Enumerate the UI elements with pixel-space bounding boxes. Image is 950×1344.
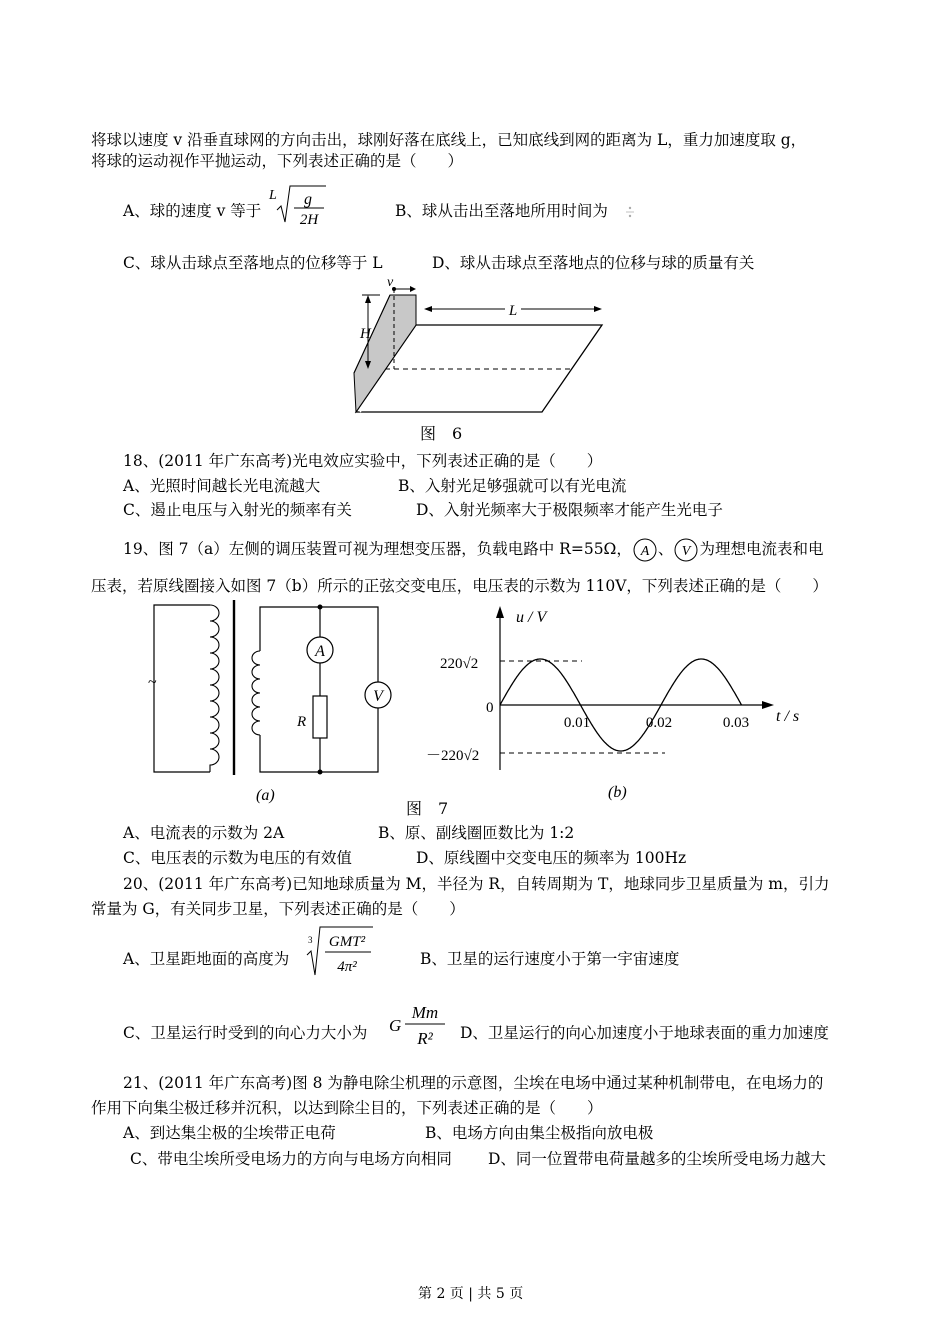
svg-text:A: A — [640, 544, 650, 559]
q19-stem-line2: 压表，若原线圈接入如图 7（b）所示的正弦交变电压，电压表的示数为 110V，下列表述正确的是（ ） — [91, 577, 828, 595]
q21-option-c: C、带电尘埃所受电场力的方向与电场方向相同 — [130, 1150, 452, 1168]
q17-option-a — [123, 201, 261, 221]
figure-7b-voltage-graph — [420, 600, 820, 780]
ammeter-icon — [632, 538, 658, 562]
ac-source-icon: ~ — [148, 674, 157, 691]
figure-6-caption: 图 6 — [420, 424, 463, 443]
q20-option-c: C、卫星运行时受到的向心力大小为 — [123, 1024, 368, 1042]
figure-7b-caption: (b) — [608, 784, 627, 801]
q17-formula-num: g — [304, 191, 312, 208]
voltmeter-icon — [673, 538, 699, 562]
q18-option-d: D、入射光频率大于极限频率才能产生光电子 — [416, 501, 723, 519]
q17-option-c: C、球从击球点至落地点的位移等于 L — [123, 254, 383, 272]
q17-stem-line1: 将球以速度 v 沿垂直球网的方向击出，球刚好落在底线上，已知底线到网的距离为 L，重力加速度取 g， — [91, 131, 807, 149]
q21-option-b: B、电场方向由集尘极指向放电极 — [425, 1124, 654, 1142]
q20-formula-index: 3 — [308, 935, 313, 945]
q20-stem-line1: 20、(2011 年广东高考)已知地球质量为 M，半径为 R，自转周期为 T，地球同步卫星质量为 m，引力 — [123, 875, 830, 893]
q17-option-b-formula — [624, 204, 636, 220]
q19-stem-sep: 、 — [657, 540, 674, 558]
figure-7-caption: 图 7 — [406, 799, 449, 818]
x-tick-0.03: 0.03 — [722, 715, 750, 731]
figure-7a-transformer-circuit — [140, 595, 400, 785]
svg-text:V: V — [682, 544, 691, 559]
page-footer: 第 2 页 | 共 5 页 — [418, 1286, 524, 1302]
q17-formula-den: 2H — [299, 212, 319, 228]
q20-formula-num: GMT² — [328, 934, 366, 950]
q20-option-a: A、卫星距地面的高度为 — [123, 950, 290, 968]
x-axis-label: t / s — [776, 708, 800, 725]
y-tick-zero: 0 — [486, 700, 494, 716]
q18-stem: 18、(2011 年广东高考)光电效应实验中，下列表述正确的是（ ） — [123, 452, 603, 470]
q20-formula-c-num: Mm — [411, 1003, 439, 1022]
q19-option-a: A、电流表的示数为 2A — [123, 824, 285, 842]
q17-stem-line2: 将球的运动视作平抛运动，下列表述正确的是（ ） — [91, 152, 464, 170]
q19-option-d: D、原线圈中交变电压的频率为 100Hz — [416, 849, 687, 867]
q20-option-b: B、卫星的运行速度小于第一宇宙速度 — [420, 950, 680, 968]
q19-stem-part1: 19、图 7（a）左侧的调压装置可视为理想变压器，负载电路中 R=55Ω， — [123, 540, 632, 558]
label-H: H — [360, 326, 371, 342]
voltmeter-label: V — [373, 688, 383, 705]
secondary-coil — [252, 651, 260, 735]
q17-formula-coef: L — [269, 188, 277, 203]
q20-option-c-formula — [387, 1000, 449, 1052]
q17-option-d: D、球从击球点至落地点的位移与球的质量有关 — [432, 254, 755, 272]
q21-stem-line2: 作用下向集尘极迁移并沉积，以达到除尘目的，下列表述正确的是（ ） — [91, 1099, 603, 1117]
y-tick-bottom: －220√2 — [426, 748, 480, 764]
q17-option-a-label: A、球的速度 v 等于 — [123, 202, 262, 220]
q18-option-b: B、入射光足够强就可以有光电流 — [398, 477, 627, 495]
q18-option-a: A、光照时间越长光电流越大 — [123, 477, 321, 495]
q19-stem-line1 — [123, 538, 823, 562]
primary-coil — [210, 605, 219, 772]
figure-6-tennis-court — [340, 275, 610, 445]
label-v: v — [387, 275, 394, 290]
q21-option-a: A、到达集尘极的尘埃带正电荷 — [123, 1124, 336, 1142]
q19-stem-part2: 为理想电流表和电 — [699, 540, 824, 558]
y-axis-label: u / V — [516, 609, 547, 626]
q21-option-d: D、同一位置带电荷量越多的尘埃所受电场力越大 — [488, 1150, 826, 1168]
label-L: L — [508, 303, 518, 319]
q17-option-a-formula — [268, 182, 328, 228]
ammeter-label: A — [315, 643, 325, 660]
resistor — [313, 696, 327, 738]
figure-7a-caption: (a) — [256, 787, 275, 804]
q20-formula-c-den: R² — [417, 1029, 433, 1048]
x-tick-0.02: 0.02 — [645, 715, 673, 731]
y-tick-top: 220√2 — [440, 656, 479, 672]
q19-option-b: B、原、副线圈匝数比为 1:2 — [378, 824, 575, 842]
q17-option-b: B、球从击出至落地所用时间为 — [395, 202, 608, 220]
q19-option-c: C、电压表的示数为电压的有效值 — [123, 849, 352, 867]
q20-stem-line2: 常量为 G，有关同步卫星，下列表述正确的是（ ） — [91, 900, 465, 918]
q21-stem-line1: 21、(2011 年广东高考)图 8 为静电除尘机理的示意图，尘埃在电场中通过某种机制带电，在电场力的 — [123, 1074, 824, 1092]
q20-formula-c-coef: G — [389, 1016, 402, 1035]
q20-formula-den: 4π² — [337, 959, 357, 975]
resistor-label: R — [297, 714, 307, 730]
q20-option-d: D、卫星运行的向心加速度小于地球表面的重力加速度 — [460, 1024, 829, 1042]
q18-option-c: C、遏止电压与入射光的频率有关 — [123, 501, 352, 519]
q20-option-a-formula — [305, 923, 375, 979]
x-tick-0.01: 0.01 — [563, 715, 591, 731]
